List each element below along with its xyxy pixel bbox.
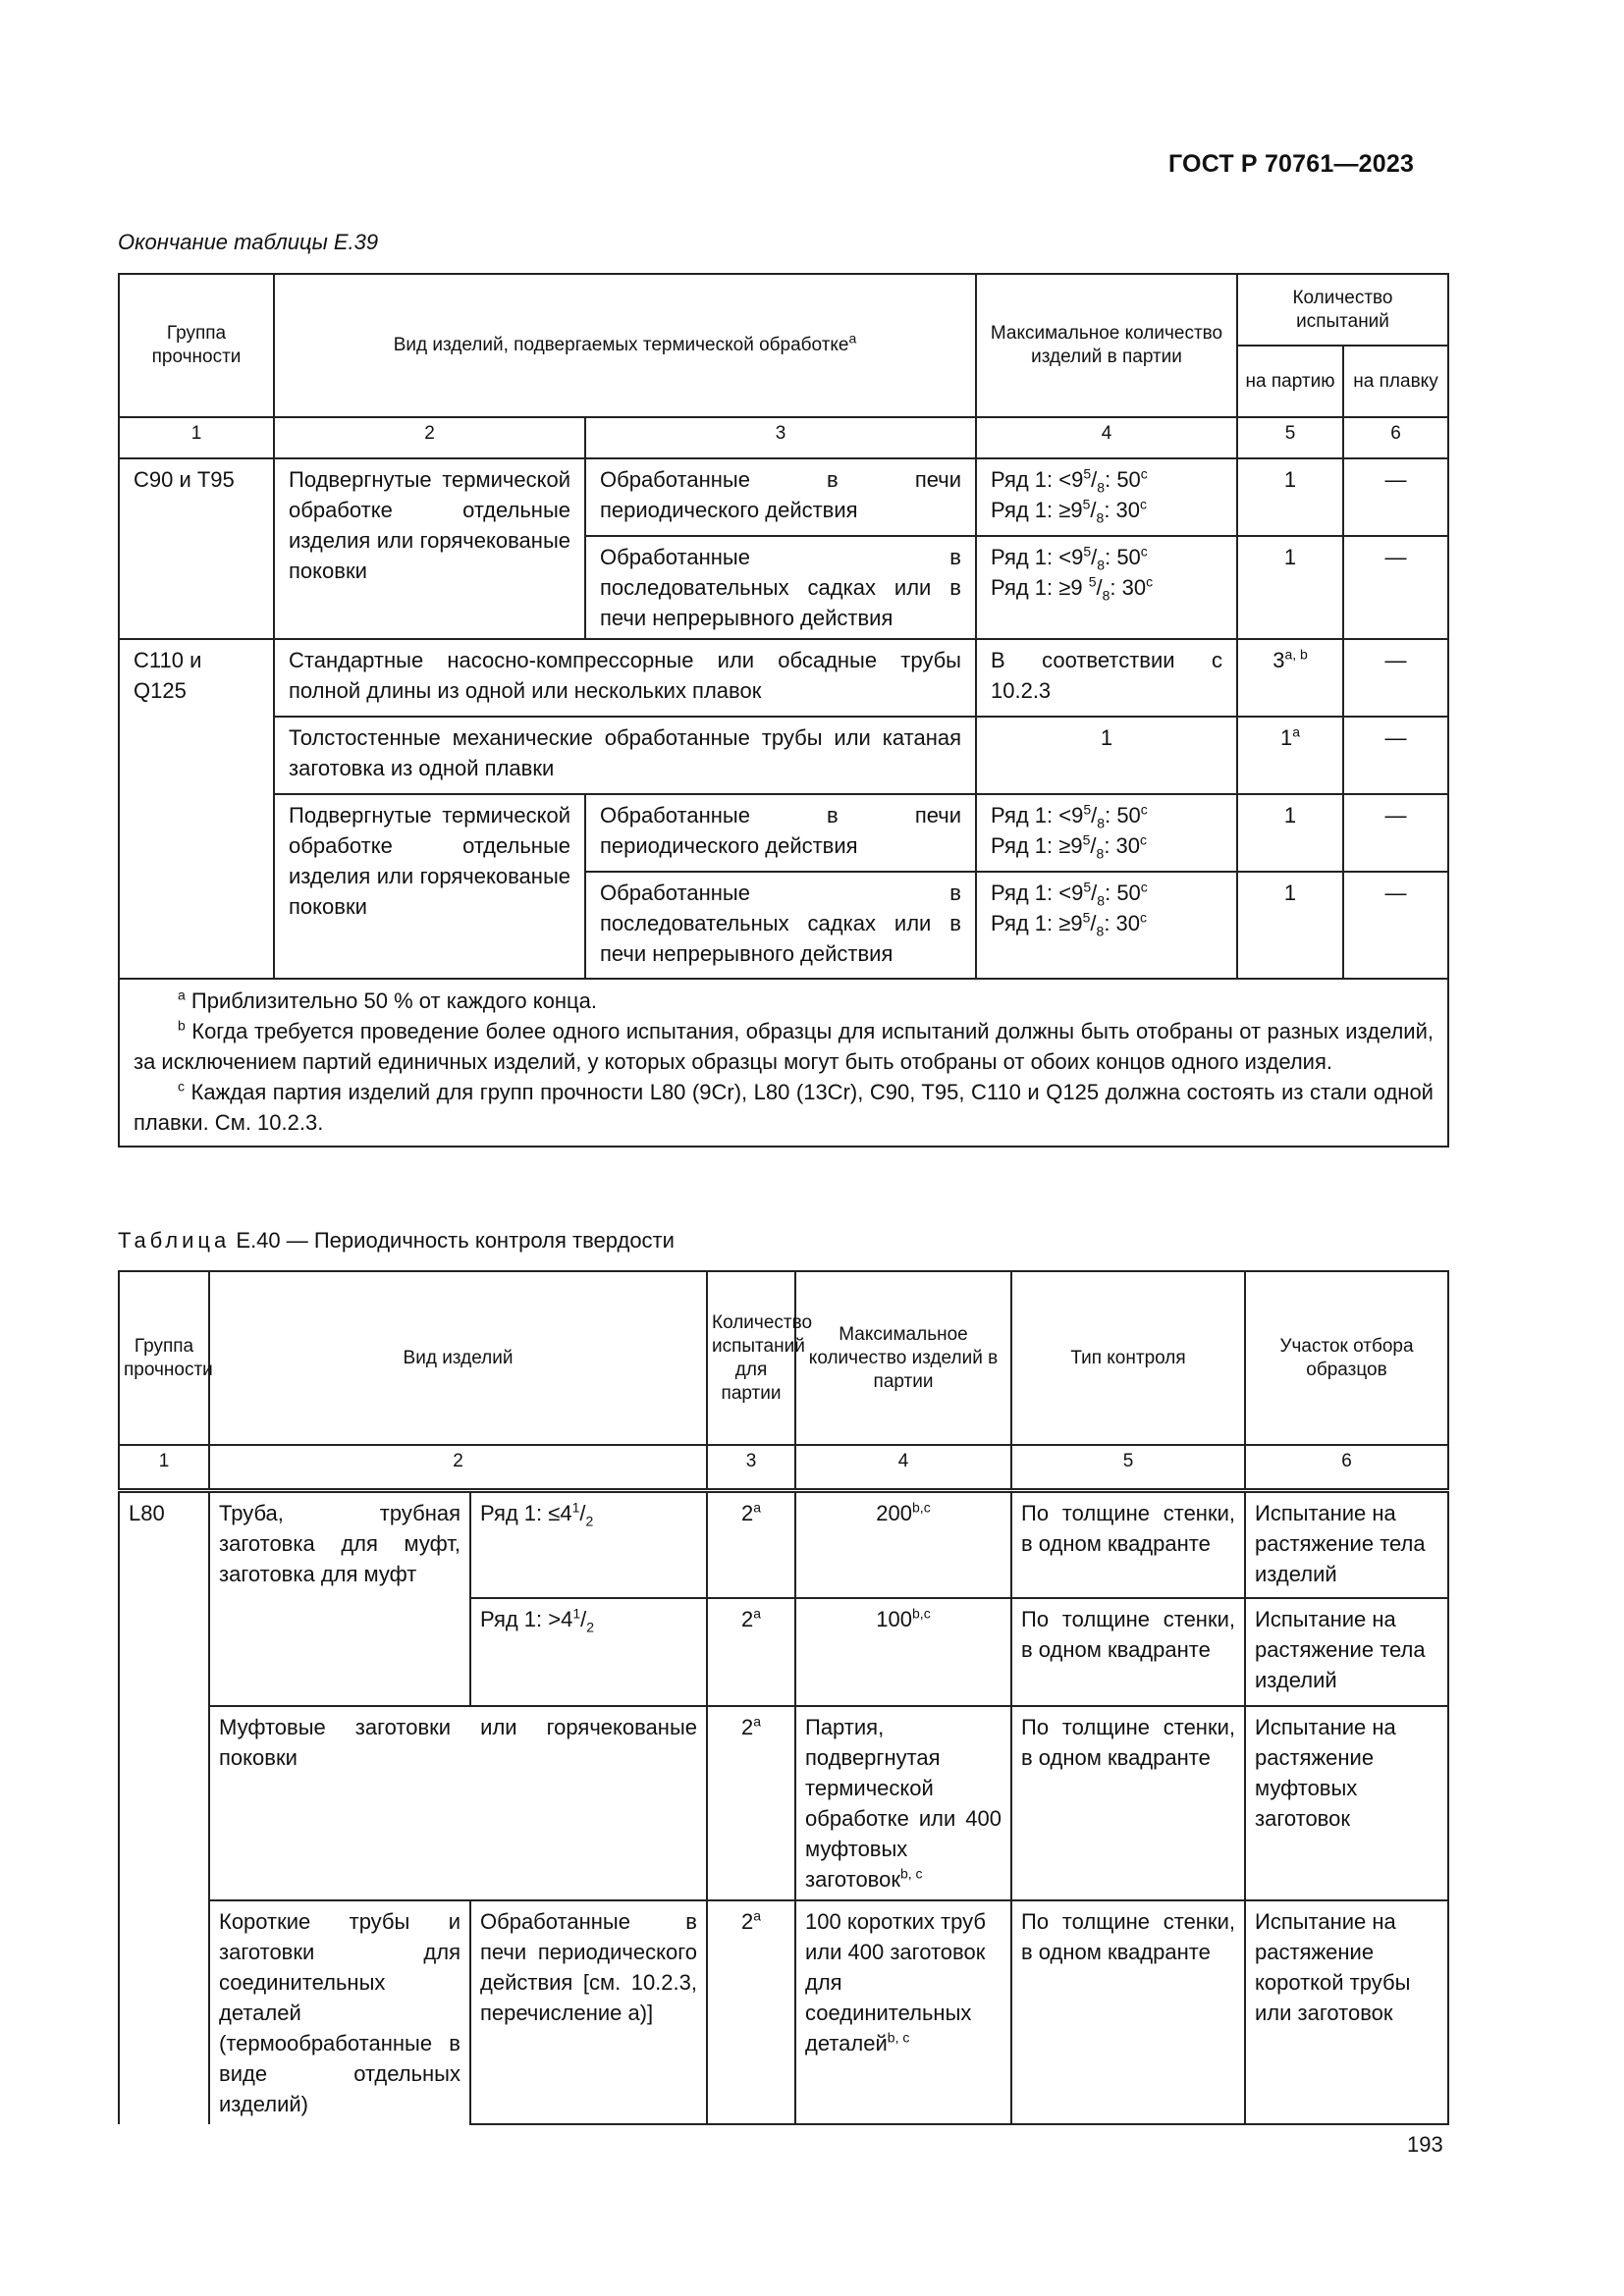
max-items: 100$^{b,c}$ — [795, 1598, 1011, 1706]
furnace-type: Обработанные в последовательных садках или в печи непрерывного действия — [585, 536, 976, 639]
table-row — [119, 794, 1448, 872]
col-number: 4 — [976, 417, 1237, 458]
furnace-type: Обработанные в печи периодического действия — [585, 458, 976, 536]
col-number: 5 — [1011, 1445, 1245, 1490]
max-items: 1 — [976, 717, 1237, 794]
product-subkind: Обработанные в печи периодического действия [см. 10.2.3, перечисление а)] — [470, 1900, 707, 2124]
column-numbers — [119, 1445, 1448, 1490]
page-number: 193 — [1407, 2132, 1443, 2157]
header-per-heat: на плавку — [1343, 346, 1448, 417]
header-kind: Вид изделий — [209, 1271, 707, 1445]
test-count: 2$^a$ — [707, 1900, 795, 2124]
col-number: 1 — [119, 417, 274, 458]
tests-per-lot: 1 — [1237, 536, 1343, 639]
col-number: 5 — [1237, 417, 1343, 458]
table-row — [119, 458, 1448, 536]
test-count: 2$^a$ — [707, 1598, 795, 1706]
strength-group: С90 и Т95 — [119, 458, 274, 639]
header-group: Группа прочности — [119, 1271, 209, 1445]
test-count: 2$^a$ — [707, 1490, 795, 1598]
header-site: Участок отбора образцов — [1245, 1271, 1448, 1445]
tests-per-lot: 1$^a$ — [1237, 717, 1343, 794]
control-type: По толщине стенки, в одном квадранте — [1011, 1900, 1245, 2124]
product-kind: Стандартные насосно-компрессорные или обсадные трубы полной длины из одной или нескольких плавок — [274, 639, 976, 717]
sampling-site: Испытание на растяжение тела изделий — [1245, 1598, 1448, 1706]
table-row — [119, 717, 1448, 794]
tests-per-heat: — — [1343, 872, 1448, 979]
header-kind: Вид изделий, подвергаемых термической обработке$^a$ — [274, 274, 976, 417]
furnace-type: Обработанные в последовательных садках или в печи непрерывного действия — [585, 872, 976, 979]
sampling-site: Испытание на растяжение тела изделий — [1245, 1490, 1448, 1598]
max-items: 200$^{b,c}$ — [795, 1490, 1011, 1598]
product-kind: Короткие трубы и заготовки для соединительных деталей (термообработанные в виде отдельных изделий) — [209, 1900, 470, 2124]
control-type: По толщине стенки, в одном квадранте — [1011, 1598, 1245, 1706]
header-count: Количество испытаний для партии — [707, 1271, 795, 1445]
max-items: Ряд 1: $<9^5/_8$: 50$^c$ Ряд 1: $\ge 9^5/_8$: 30$^c$ — [976, 794, 1237, 872]
footnotes-row — [119, 979, 1448, 1147]
footnote-b: $^b$ Когда требуется проведение более одного испытания, образцы для испытаний должны быть отобраны от разных изделий, за исключением партий единичных изделий, у которых образцы могут быть отобраны от обоих концов одного изделия. — [134, 1017, 1434, 1074]
max-items: Ряд 1: $<9^5/_8$: 50$^c$ Ряд 1: ≥9 $^5/_8$: 30$^c$ — [976, 536, 1237, 639]
tests-per-lot: 1 — [1237, 794, 1343, 872]
strength-group: С110 и Q125 — [119, 639, 274, 979]
product-kind: Толстостенные механические обработанные трубы или катаная заготовка из одной плавки — [274, 717, 976, 794]
header-max: Максимальное количество изделий в партии — [795, 1271, 1011, 1445]
control-type: По толщине стенки, в одном квадранте — [1011, 1706, 1245, 1900]
document-header: ГОСТ Р 70761—2023 — [1168, 150, 1415, 178]
col-number: 6 — [1343, 417, 1448, 458]
header-type: Тип контроля — [1011, 1271, 1245, 1445]
sampling-site: Испытание на растяжение муфтовых заготовок — [1245, 1706, 1448, 1900]
tests-per-heat: — — [1343, 794, 1448, 872]
col-number: 4 — [795, 1445, 1011, 1490]
control-type: По толщине стенки, в одном квадранте — [1011, 1490, 1245, 1598]
max-items: 100 коротких труб или 400 заготовок для соединительных деталей$^{b, c}$ — [795, 1900, 1011, 2124]
tests-per-lot: 1 — [1237, 872, 1343, 979]
product-subkind: Ряд 1: $\le 4^1/_2$ — [470, 1490, 707, 1598]
table-caption: Таблица Е.40 — Периодичность контроля твердости — [118, 1228, 675, 1253]
table-e39 — [118, 273, 1449, 1148]
product-kind: Муфтовые заготовки или горячекованые поковки — [209, 1706, 707, 1900]
col-number: 3 — [707, 1445, 795, 1490]
strength-group: L80 — [119, 1490, 209, 2124]
furnace-type: Обработанные в печи периодического действия — [585, 794, 976, 872]
header-tests: Количество испытаний — [1237, 274, 1448, 346]
tests-per-heat: — — [1343, 639, 1448, 717]
table-row — [119, 1490, 1448, 1598]
col-number: 2 — [274, 417, 585, 458]
table-row — [119, 1706, 1448, 1900]
footnote-a: $^a$ Приблизительно 50 % от каждого конца. — [178, 987, 597, 1013]
max-items: В соответствии с 10.2.3 — [976, 639, 1237, 717]
tests-per-heat: — — [1343, 458, 1448, 536]
table-row — [119, 1900, 1448, 2124]
tests-per-heat: — — [1343, 717, 1448, 794]
table-e40 — [118, 1270, 1449, 2125]
col-number: 1 — [119, 1445, 209, 1490]
product-kind: Труба, трубная заготовка для муфт, заготовка для муфт — [209, 1490, 470, 1706]
max-items: Ряд 1: $<9^5/_8$: 50$^c$ Ряд 1: $\ge 9^5/_8$: 30$^c$ — [976, 872, 1237, 979]
table-row — [119, 639, 1448, 717]
footnote-c: $^c$ Каждая партия изделий для групп прочности L80 (9Cr), L80 (13Cr), C90, T95, C110 и Q125 должна состоять из стали одной плавки. См. 10.2.3. — [134, 1078, 1434, 1135]
header-max: Максимальное количество изделий в партии — [976, 274, 1237, 417]
header-group: Группа прочности — [119, 274, 274, 417]
max-items: Партия, подвергнутая термической обработке или 400 муфтовых заготовок$^{b, c}$ — [795, 1706, 1011, 1900]
table-continuation-title: Окончание таблицы Е.39 — [118, 230, 379, 254]
footnotes — [119, 979, 1448, 1147]
tests-per-heat: — — [1343, 536, 1448, 639]
tests-per-lot: 1 — [1237, 458, 1343, 536]
sampling-site: Испытание на растяжение короткой трубы или заготовок — [1245, 1900, 1448, 2124]
product-subkind: Ряд 1: $>4^1/_2$ — [470, 1598, 707, 1706]
header-per-lot: на партию — [1237, 346, 1343, 417]
product-kind: Подвергнутые термической обработке отдельные изделия или горячекованые поковки — [274, 794, 585, 979]
product-kind: Подвергнутые термической обработке отдельные изделия или горячекованые поковки — [274, 458, 585, 639]
col-number: 3 — [585, 417, 976, 458]
col-number: 2 — [209, 1445, 707, 1490]
test-count: 2$^a$ — [707, 1706, 795, 1900]
max-items: Ряд 1: $<9^5/_8$: 50$^c$ Ряд 1: $\ge 9^5/_8$: 30$^c$ — [976, 458, 1237, 536]
column-numbers — [119, 417, 1448, 458]
tests-per-lot: 3$^{a, b}$ — [1237, 639, 1343, 717]
col-number: 6 — [1245, 1445, 1448, 1490]
